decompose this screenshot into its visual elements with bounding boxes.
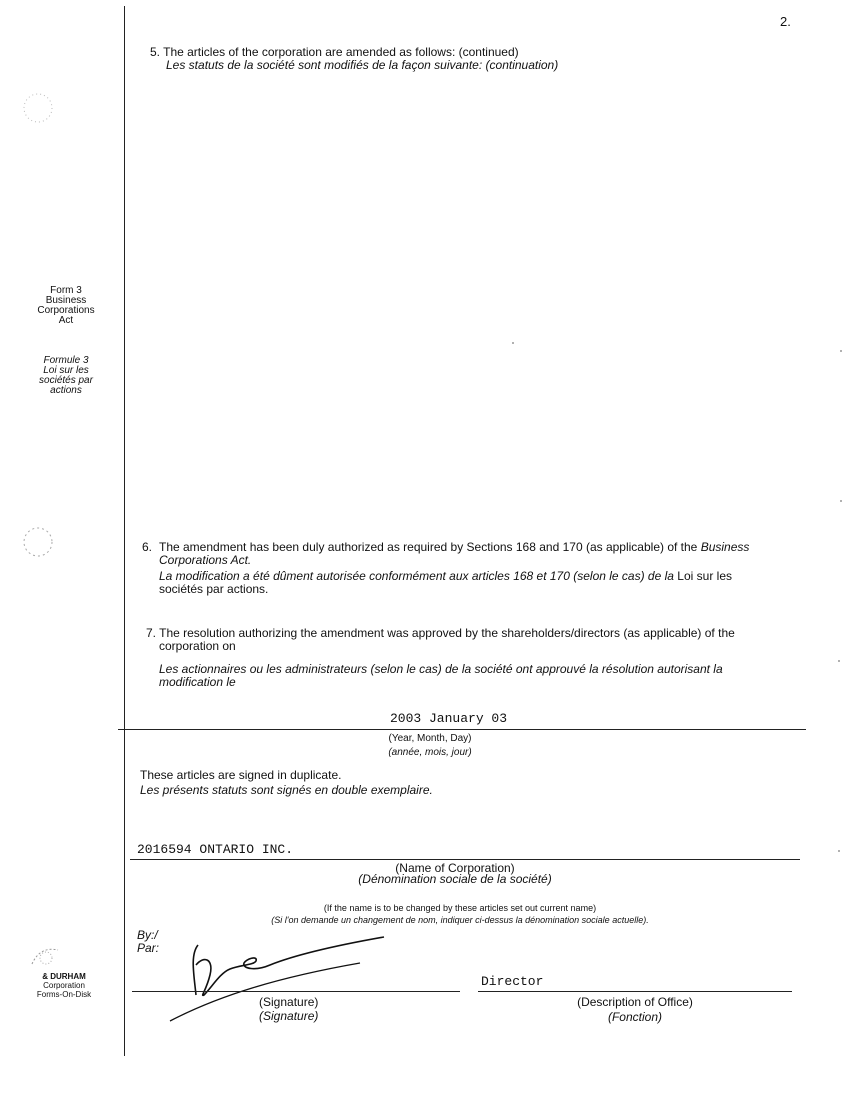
- by-label-en: By:/: [137, 928, 158, 942]
- sidebar-publisher: [22, 972, 106, 999]
- corporation-label-fr: (Dénomination sociale de la société): [358, 872, 552, 886]
- item6-en-line1: [159, 541, 799, 554]
- item5-heading-fr: Les statuts de la société sont modifiés de la façon suivante: (continuation): [166, 58, 559, 72]
- item6-number: 6.: [142, 540, 153, 554]
- scan-speck: [840, 500, 842, 502]
- item7-en-line1: 7. The resolution authorizing the amendment was approved by the shareholders/directors (as applicable) of the: [146, 626, 735, 640]
- corporation-rule: [130, 859, 800, 860]
- item7-text: [146, 627, 796, 689]
- item5-heading-en: 5. The articles of the corporation are amended as follows: (continued): [150, 45, 519, 59]
- sidebar-publisher-line: Forms-On-Disk: [36, 990, 92, 999]
- name-change-note-fr: (Si l'on demande un changement de nom, indiquer ci-dessus la dénomination sociale actuelle).: [271, 915, 649, 925]
- item7-fr-line2: modification le: [159, 675, 236, 689]
- scan-speck: [838, 660, 840, 662]
- date-label-fr: (année, mois, jour): [388, 747, 472, 758]
- corporation-label-en: (Name of Corporation): [395, 861, 515, 875]
- sidebar-form-fr-line: actions: [50, 385, 82, 396]
- resolution-date: 2003 January 03: [390, 711, 508, 726]
- office-rule: [478, 991, 792, 992]
- signature-label-en: (Signature): [259, 995, 319, 1009]
- office-value: Director: [481, 974, 544, 989]
- date-rule: [118, 729, 806, 730]
- item6-fr-act-name: Loi sur les: [673, 569, 732, 583]
- item6-en-text: The amendment has been duly authorized as required by Sections 168 and 170 (as applicable) of the: [159, 540, 701, 554]
- sidebar-form-en-line: Form 3: [50, 285, 82, 296]
- sidebar-form-en-line: Business: [45, 295, 87, 306]
- name-change-note-en: (If the name is to be changed by these articles set out current name): [323, 903, 597, 913]
- sidebar-form-en-line: Act: [58, 315, 74, 326]
- sidebar-form-fr-line: Formule 3: [43, 355, 89, 366]
- sidebar-form-fr-line: sociétés par: [39, 375, 93, 386]
- scan-speck: [512, 342, 514, 344]
- signed-fr: Les présents statuts sont signés en double exemplaire.: [140, 783, 433, 797]
- item6-en-line2: Corporations Act.: [159, 553, 252, 567]
- item7-fr-line1: Les actionnaires ou les administrateurs (selon le cas) de la société ont approuvé la résolution autorisant la: [159, 662, 723, 676]
- scan-speck: [840, 350, 842, 352]
- sidebar-form-fr: [24, 356, 108, 396]
- office-label-en: (Description of Office): [577, 995, 693, 1009]
- page-number: 2.: [780, 14, 791, 29]
- sidebar-form-en-line: Corporations: [37, 305, 95, 316]
- by-label-fr: Par:: [137, 941, 160, 955]
- item7-en-line2: corporation on: [159, 639, 236, 653]
- corporation-name: 2016594 ONTARIO INC.: [137, 842, 294, 857]
- sidebar-form-en: [24, 286, 108, 326]
- sidebar-publisher-line: Corporation: [43, 981, 85, 990]
- sidebar-publisher-line: & DURHAM: [42, 972, 86, 981]
- sidebar-form-fr-line: Loi sur les: [43, 365, 89, 376]
- item6-text: [159, 541, 799, 596]
- item6-fr-text: La modification a été dûment autorisée conformément aux articles 168 et 170 (selon le cas) de la: [159, 569, 674, 583]
- scan-speck: [838, 850, 840, 852]
- signature-label-fr: (Signature): [259, 1009, 319, 1023]
- date-label-en: (Year, Month, Day): [388, 733, 472, 744]
- punch-mark-middle: [18, 522, 58, 562]
- office-label-fr: (Fonction): [607, 1010, 663, 1024]
- item6-fr-line2: sociétés par actions.: [159, 582, 269, 596]
- item6-act-name: Business: [700, 540, 750, 554]
- punch-mark-top: [18, 88, 58, 128]
- margin-rule: [124, 6, 125, 1056]
- signature-rule: [132, 991, 460, 992]
- signed-en: These articles are signed in duplicate.: [140, 768, 342, 782]
- publisher-logo: [28, 940, 62, 970]
